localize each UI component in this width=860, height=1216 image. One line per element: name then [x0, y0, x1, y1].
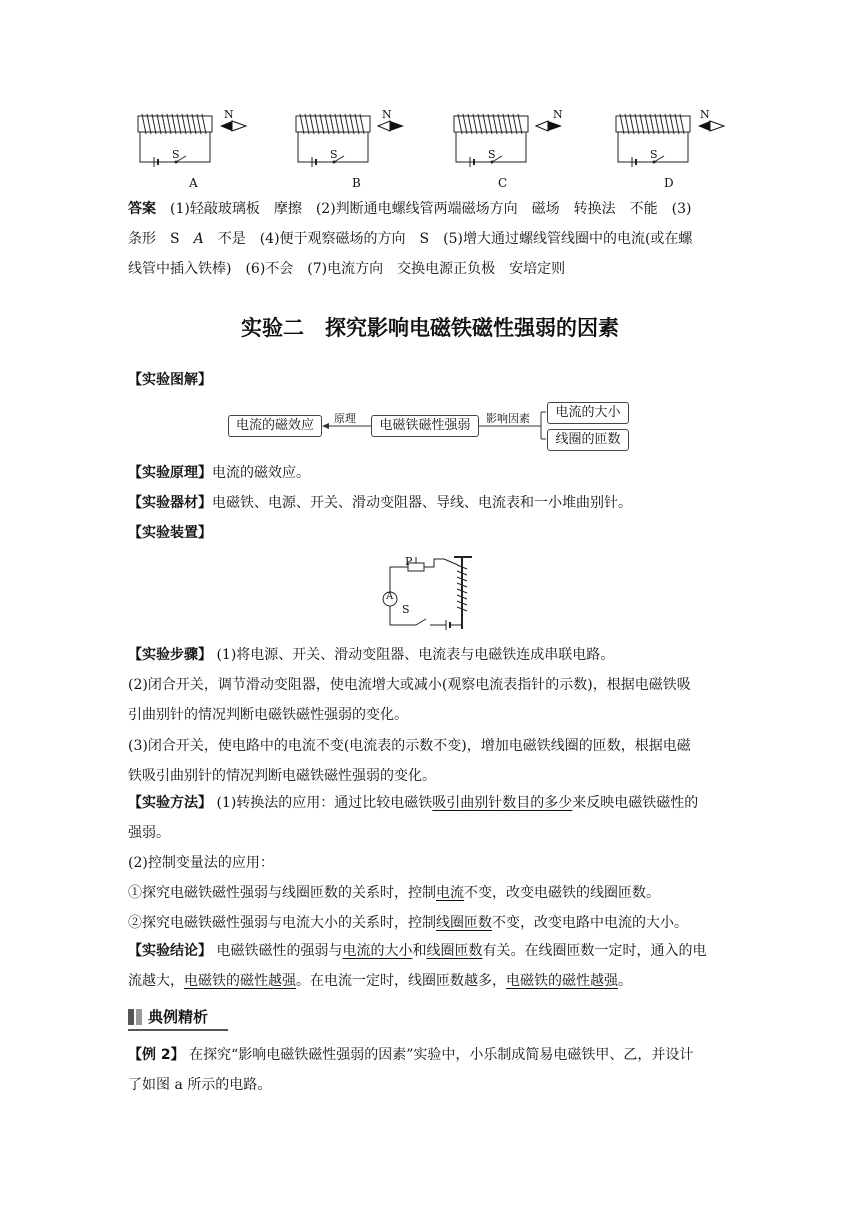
steps-3a: (3)闭合开关，使电路中的电流不变(电流表的示数不变)，增加电磁铁线圈的匝数，根据电磁 [128, 738, 691, 754]
figure-B-label: B [352, 176, 361, 190]
answer-label: 答案 [128, 201, 156, 217]
figure-A-label: A [189, 176, 198, 190]
apparatus-label: 【实验装置】 [128, 525, 212, 541]
conclusion-e: 。在电流一定时，线圈匝数越多， [296, 973, 506, 989]
principle-label: 【实验原理】 [128, 465, 212, 481]
solenoid-figures [120, 104, 740, 194]
section-marker-icon [128, 1009, 134, 1025]
conclusion-d: 流越大， [128, 973, 184, 989]
method-c1b: 不变，改变电磁铁的线圈匝数。 [464, 885, 660, 901]
answer-text-3: 线管中插入铁棒) (6)不会 (7)电流方向 交换电源正负极 安培定则 [128, 261, 566, 277]
figure-A-N: N [224, 108, 234, 121]
arrow-label-principle: 原理 [334, 412, 356, 425]
box-strength: 电磁铁磁性强弱 [371, 415, 479, 437]
answer-text-2b: 不是 (4)便于观察磁场的方向 S (5)增大通过螺线管线圈中的电流(或在螺 [203, 231, 693, 247]
box-current: 电流的大小 [547, 402, 629, 424]
method-c2b: 不变，改变电路中电流的大小。 [492, 915, 688, 931]
apparatus-P: P [405, 555, 413, 568]
steps-2a: (2)闭合开关，调节滑动变阻器，使电流增大或减小(观察电流表指针的示数)，根据电磁铁吸 [128, 677, 691, 693]
diagram-section-label: 【实验图解】 [128, 372, 212, 388]
figure-C-label: C [498, 176, 508, 190]
method-c1u: 电流 [436, 885, 464, 901]
method-1a: (1)转换法的应用：通过比较电磁铁 [216, 795, 433, 811]
figure-C-S: S [488, 148, 496, 161]
method-c1 [128, 878, 734, 908]
method-1u: 吸引曲别针数目的多少 [432, 795, 573, 811]
arrow-label-factors: 影响因素 [486, 412, 530, 425]
answer-line-1 [128, 194, 734, 224]
principle-text: 电流的磁效应。 [212, 465, 310, 481]
conclusion-f: 。 [618, 973, 632, 989]
figure-D-S: S [650, 148, 658, 161]
method-c1a: ①探究电磁铁磁性强弱与线圈匝数的关系时，控制 [128, 885, 436, 901]
example-text-2: 了如图 a 所示的电路。 [128, 1077, 272, 1093]
apparatus-S: S [402, 603, 410, 616]
principle-line [128, 458, 734, 488]
equipment-line [128, 488, 734, 518]
method-c2 [128, 908, 734, 938]
example-text-1: 在探究“影响电磁铁磁性强弱的因素”实验中，小乐制成简易电磁铁甲、乙，并设计 [189, 1047, 694, 1063]
section-heading: 典例精析 [148, 1008, 209, 1026]
equipment-label: 【实验器材】 [128, 495, 212, 511]
equipment-text: 电磁铁、电源、开关、滑动变阻器、导线、电流表和一小堆曲别针。 [212, 495, 632, 511]
figure-D [616, 114, 724, 167]
figure-D-label: D [664, 176, 674, 190]
page-title: 实验二 探究影响电磁铁磁性强弱的因素 [241, 316, 619, 340]
conclusion-u1: 电流的大小 [342, 943, 413, 959]
conclusion-u4: 电磁铁的磁性越强 [506, 973, 618, 989]
conclusion-line-1 [128, 936, 734, 966]
figure-D-N: N [700, 108, 710, 121]
method-1b: 来反映电磁铁磁性的 [572, 795, 699, 811]
figure-A-S: S [172, 148, 180, 161]
figure-B [296, 114, 404, 167]
steps-label: 【实验步骤】 [128, 647, 212, 663]
section-marker-icon-2 [136, 1009, 142, 1025]
steps-1: (1)将电源、开关、滑动变阻器、电流表与电磁铁连成串联电路。 [216, 647, 615, 663]
conclusion-label: 【实验结论】 [128, 943, 212, 959]
box-turns: 线圈的匝数 [547, 429, 629, 451]
method-1c: 强弱。 [128, 825, 170, 841]
conclusion-line-2 [128, 966, 734, 996]
figure-C-N: N [553, 108, 563, 121]
conclusion-c: 有关。在线圈匝数一定时，通入的电 [482, 943, 707, 959]
example-line-1 [128, 1040, 734, 1070]
example-label: 【例 2】 [128, 1047, 185, 1063]
section-heading-bar [128, 1005, 228, 1031]
answer-line-3 [128, 254, 734, 284]
steps-line-1 [128, 640, 734, 670]
figure-C [454, 114, 562, 167]
answer-text-2a: 条形 S [128, 231, 194, 247]
steps-2b: 引曲别针的情况判断电磁铁磁性强弱的变化。 [128, 707, 408, 723]
method-line-1 [128, 788, 734, 818]
method-c2u: 线圈匝数 [436, 915, 492, 931]
method-label: 【实验方法】 [128, 795, 212, 811]
figure-B-N: N [382, 108, 392, 121]
conclusion-a: 电磁铁磁性的强弱与 [216, 943, 343, 959]
answer-line-2 [128, 224, 734, 254]
method-2: (2)控制变量法的应用： [128, 855, 274, 871]
figure-B-S: S [330, 148, 338, 161]
box-magnetic-effect: 电流的磁效应 [228, 415, 322, 437]
conclusion-u2: 线圈匝数 [426, 943, 483, 959]
answer-italic-a: A [193, 231, 204, 247]
steps-3b: 铁吸引曲别针的情况判断电磁铁磁性强弱的变化。 [128, 768, 436, 784]
method-c2a: ②探究电磁铁磁性强弱与电流大小的关系时，控制 [128, 915, 436, 931]
conclusion-u3: 电磁铁的磁性越强 [184, 973, 296, 989]
apparatus-ammeter: A [386, 591, 394, 602]
answer-text-1: (1)轻敲玻璃板 摩擦 (2)判断通电螺线管两端磁场方向 磁场 转换法 不能 (3) [170, 201, 692, 217]
conclusion-b: 和 [412, 943, 427, 959]
figure-A [138, 114, 246, 167]
